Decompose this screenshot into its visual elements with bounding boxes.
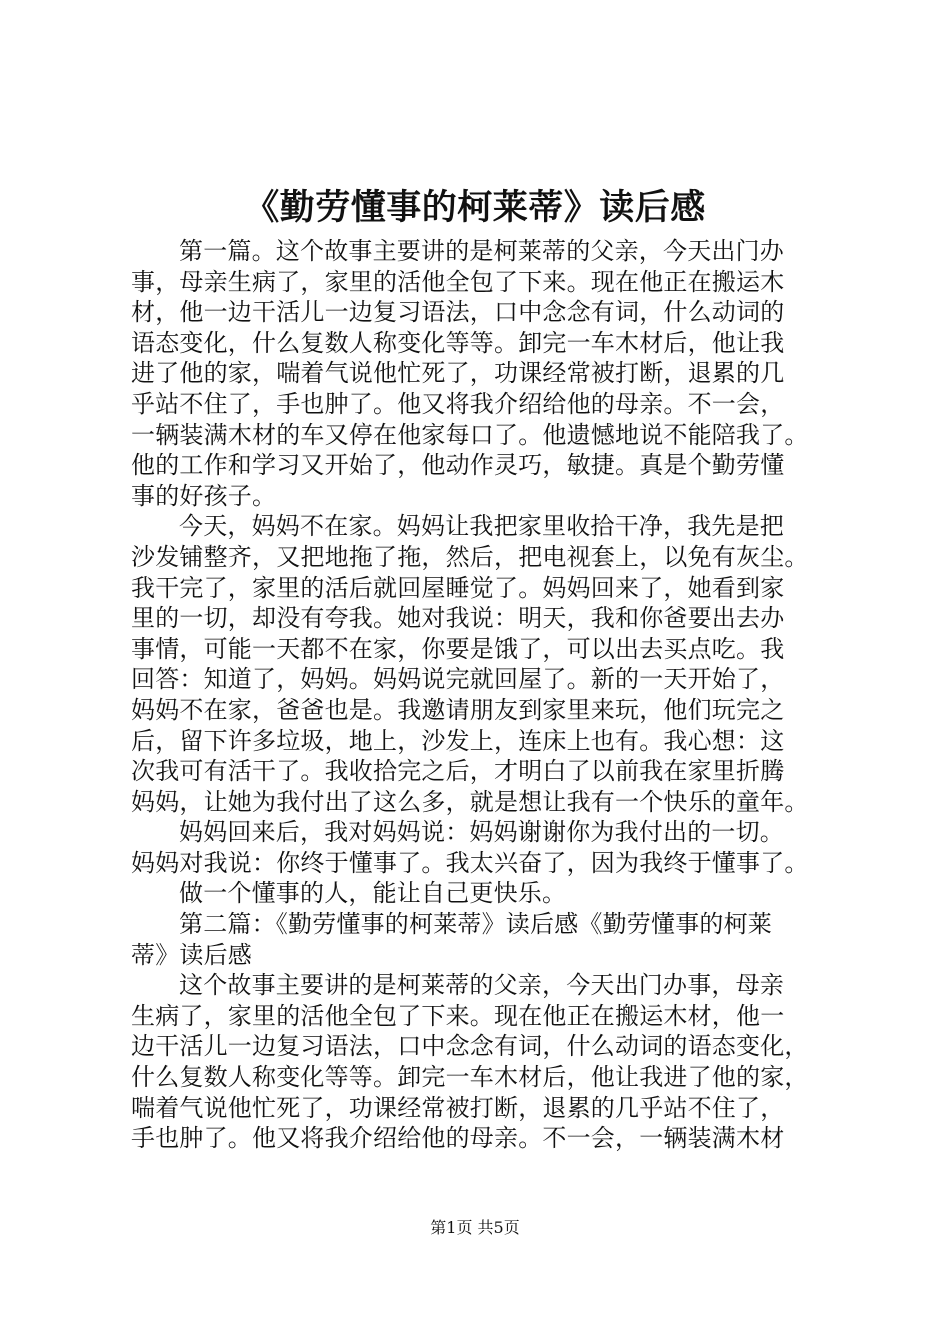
- document-body: [131, 236, 831, 1154]
- text-line: 后，留下许多垃圾，地上，沙发上，连床上也有。我心想：这: [131, 726, 785, 755]
- text-line: 做一个懂事的人，能让自己更快乐。: [179, 879, 567, 908]
- text-line: 妈妈不在家，爸爸也是。我邀请朋友到家里来玩，他们玩完之: [131, 695, 785, 724]
- text-line: 沙发铺整齐，又把地拖了拖，然后，把电视套上，以免有灰尘。: [131, 542, 809, 571]
- text-line: 蒂》读后感: [131, 940, 252, 969]
- text-line: 这个故事主要讲的是柯莱蒂的父亲，今天出门办事，母亲: [179, 971, 784, 1000]
- document-title: 《勤劳懂事的柯莱蒂》读后感: [244, 187, 706, 228]
- text-line: 事的好孩子。: [131, 481, 277, 510]
- text-line: 什么复数人称变化等等。卸完一车木材后，他让我进了他的家，: [131, 1063, 809, 1092]
- text-line: 喘着气说他忙死了，功课经常被打断，退累的几乎站不住了，: [131, 1093, 785, 1122]
- text-line: 进了他的家，喘着气说他忙死了，功课经常被打断，退累的几: [131, 359, 785, 388]
- text-line: 回答：知道了，妈妈。妈妈说完就回屋了。新的一天开始了，: [131, 665, 785, 694]
- text-line: 材，他一边干活儿一边复习语法，口中念念有词，什么动词的: [131, 298, 785, 327]
- text-line: 乎站不住了，手也肿了。他又将我介绍给他的母亲。不一会，: [131, 389, 785, 418]
- page-footer: 第1页 共5页: [430, 1218, 520, 1237]
- text-line: 妈妈对我说：你终于懂事了。我太兴奋了，因为我终于懂事了。: [131, 848, 809, 877]
- text-line: 一辆装满木材的车又停在他家每口了。他遗憾地说不能陪我了。: [131, 420, 809, 449]
- text-line: 事，母亲生病了，家里的活他全包了下来。现在他正在搬运木: [131, 267, 785, 296]
- text-line: 生病了，家里的活他全包了下来。现在他正在搬运木材，他一: [131, 1001, 785, 1030]
- text-line: 第二篇：《勤劳懂事的柯莱蒂》读后感《勤劳懂事的柯莱: [179, 910, 772, 939]
- text-line: 次我可有活干了。我收拾完之后，才明白了以前我在家里折腾: [131, 757, 785, 786]
- text-line: 语态变化，什么复数人称变化等等。卸完一车木材后，他让我: [131, 328, 785, 357]
- text-line: 妈妈，让她为我付出了这么多，就是想让我有一个快乐的童年。: [131, 787, 809, 816]
- text-line: 边干活儿一边复习语法，口中念念有词，什么动词的语态变化，: [131, 1032, 809, 1061]
- text-line: 妈妈回来后，我对妈妈说：妈妈谢谢你为我付出的一切。: [179, 818, 784, 847]
- text-line: 里的一切，却没有夸我。她对我说：明天，我和你爸要出去办: [131, 604, 785, 633]
- text-line: 第一篇。这个故事主要讲的是柯莱蒂的父亲，今天出门办: [179, 237, 784, 265]
- text-line: 我干完了，家里的活后就回屋睡觉了。妈妈回来了，她看到家: [131, 573, 785, 602]
- text-line: 他的工作和学习又开始了，他动作灵巧，敏捷。真是个勤劳懂: [131, 451, 785, 480]
- text-line: 事情，可能一天都不在家，你要是饿了，可以出去买点吃。我: [131, 634, 785, 663]
- text-line: 今天，妈妈不在家。妈妈让我把家里收拾干净，我先是把: [179, 512, 784, 541]
- text-line: 手也肿了。他又将我介绍给他的母亲。不一会，一辆装满木材: [131, 1124, 785, 1153]
